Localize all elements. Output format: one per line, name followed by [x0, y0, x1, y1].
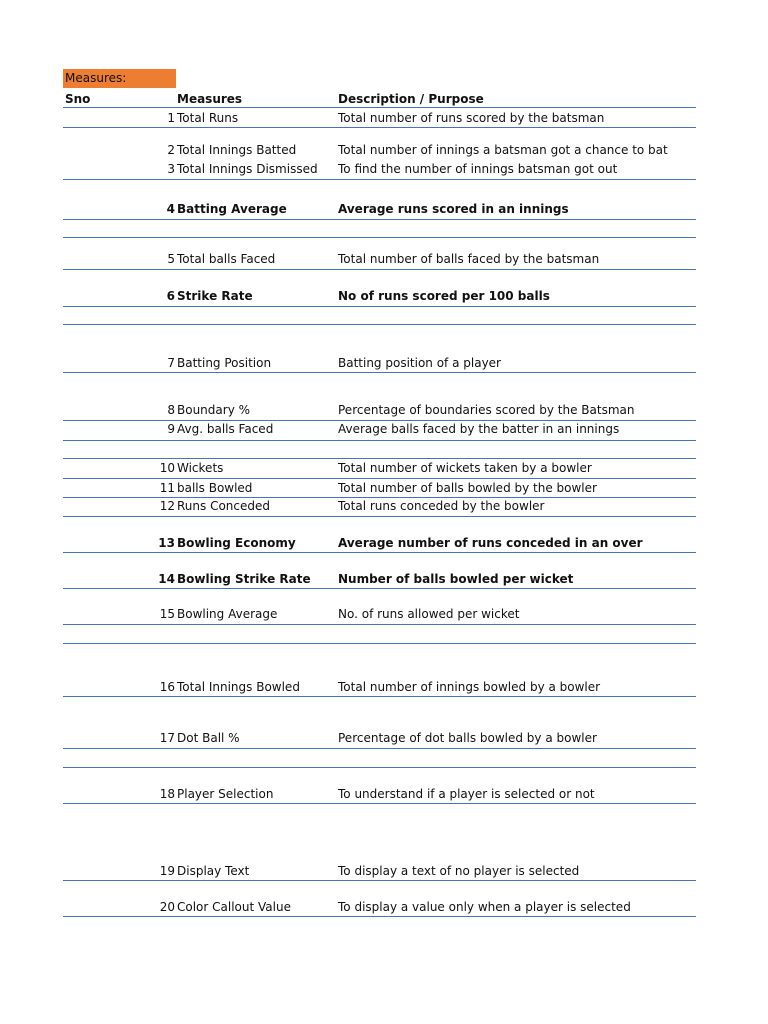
row-sno: 14: [158, 572, 175, 586]
row-description: Number of balls bowled per wicket: [338, 572, 574, 586]
row-sno: 2: [167, 143, 175, 157]
row-divider: [63, 237, 696, 238]
row-divider: [63, 440, 696, 441]
row-measure: Color Callout Value: [177, 900, 291, 914]
row-divider: [63, 643, 696, 644]
row-measure: Total Innings Bowled: [177, 680, 300, 694]
row-divider: [63, 916, 696, 917]
row-measure: Batting Position: [177, 356, 272, 370]
row-description: Percentage of boundaries scored by the Batsman: [338, 403, 635, 417]
row-description: Average number of runs conceded in an over: [338, 536, 643, 550]
row-measure: Display Text: [177, 864, 250, 878]
measure-row: [0, 288, 768, 304]
row-description: No. of runs allowed per wicket: [338, 607, 520, 621]
row-description: No of runs scored per 100 balls: [338, 289, 550, 303]
row-divider: [63, 748, 696, 749]
row-divider: [63, 179, 696, 180]
row-description: Total number of balls bowled by the bowler: [338, 481, 597, 495]
measure-row: [0, 899, 768, 915]
row-sno: 3: [167, 162, 175, 176]
row-divider: [63, 127, 696, 128]
measure-row: [0, 863, 768, 879]
row-divider: [63, 696, 696, 697]
row-divider: [63, 803, 696, 804]
row-sno: 17: [159, 731, 175, 745]
row-measure: Dot Ball %: [177, 731, 240, 745]
measure-row: [0, 421, 768, 437]
row-description: Average runs scored in an innings: [338, 202, 569, 216]
row-measure: Total Runs: [177, 111, 239, 125]
measure-row: [0, 161, 768, 177]
measure-row: [0, 571, 768, 587]
row-measure: balls Bowled: [177, 481, 253, 495]
row-sno: 9: [167, 422, 175, 436]
row-description: Total number of wickets taken by a bowler: [338, 461, 592, 475]
row-divider: [63, 306, 696, 307]
row-sno: 10: [159, 461, 175, 475]
row-measure: Total Innings Batted: [177, 143, 297, 157]
header-sno: Sno: [65, 92, 91, 106]
measure-row: [0, 606, 768, 622]
measure-row: [0, 679, 768, 695]
row-divider: [63, 624, 696, 625]
measure-row: [0, 730, 768, 746]
row-measure: Total balls Faced: [177, 252, 276, 266]
row-measure: Bowling Economy: [177, 536, 296, 550]
measure-row: [0, 535, 768, 551]
row-divider: [63, 588, 696, 589]
row-description: Total runs conceded by the bowler: [338, 499, 545, 513]
header-measures: Measures: [177, 92, 243, 106]
row-description: To find the number of innings batsman got out: [338, 162, 618, 176]
row-measure: Runs Conceded: [177, 499, 270, 513]
row-measure: Batting Average: [177, 202, 287, 216]
measure-row: [0, 110, 768, 126]
row-measure: Strike Rate: [177, 289, 253, 303]
row-sno: 20: [159, 900, 175, 914]
row-sno: 7: [167, 356, 175, 370]
row-description: Total number of runs scored by the batsman: [338, 111, 605, 125]
row-divider: [63, 324, 696, 325]
row-sno: 11: [159, 481, 175, 495]
row-description: Total number of innings bowled by a bowler: [338, 680, 601, 694]
row-measure: Avg. balls Faced: [177, 422, 274, 436]
row-sno: 4: [166, 202, 175, 216]
measure-row: [0, 460, 768, 476]
row-divider: [63, 552, 696, 553]
header-description: Description / Purpose: [338, 92, 484, 106]
row-sno: 6: [166, 289, 175, 303]
row-description: To display a value only when a player is selected: [338, 900, 631, 914]
row-divider: [63, 107, 696, 108]
row-measure: Boundary %: [177, 403, 251, 417]
row-measure: Total Innings Dismissed: [177, 162, 318, 176]
row-measure: Bowling Average: [177, 607, 278, 621]
measure-row: [0, 142, 768, 158]
row-measure: Bowling Strike Rate: [177, 572, 311, 586]
row-sno: 15: [159, 607, 175, 621]
row-sno: 13: [158, 536, 175, 550]
row-divider: [63, 219, 696, 220]
row-description: Total number of balls faced by the batsman: [338, 252, 600, 266]
measure-row: [0, 201, 768, 217]
row-sno: 18: [159, 787, 175, 801]
row-divider: [63, 767, 696, 768]
row-sno: 19: [159, 864, 175, 878]
row-description: Total number of innings a batsman got a chance to bat: [338, 143, 668, 157]
measure-row: [0, 786, 768, 802]
measure-row: [0, 480, 768, 496]
row-sno: 8: [167, 403, 175, 417]
row-description: To understand if a player is selected or not: [338, 787, 595, 801]
measures-banner: Measures:: [63, 69, 176, 88]
row-description: Average balls faced by the batter in an innings: [338, 422, 620, 436]
row-sno: 12: [159, 499, 175, 513]
row-divider: [63, 880, 696, 881]
measure-row: [0, 402, 768, 418]
row-divider: [63, 372, 696, 373]
row-description: Batting position of a player: [338, 356, 501, 370]
row-measure: Wickets: [177, 461, 224, 475]
row-description: Percentage of dot balls bowled by a bowler: [338, 731, 597, 745]
row-divider: [63, 478, 696, 479]
row-sno: 5: [167, 252, 175, 266]
measure-row: [0, 355, 768, 371]
row-sno: 1: [167, 111, 175, 125]
row-divider: [63, 269, 696, 270]
measure-row: [0, 498, 768, 514]
row-description: To display a text of no player is selected: [338, 864, 580, 878]
measure-row: [0, 251, 768, 267]
row-divider: [63, 516, 696, 517]
row-divider: [63, 458, 696, 459]
row-sno: 16: [159, 680, 175, 694]
row-measure: Player Selection: [177, 787, 274, 801]
